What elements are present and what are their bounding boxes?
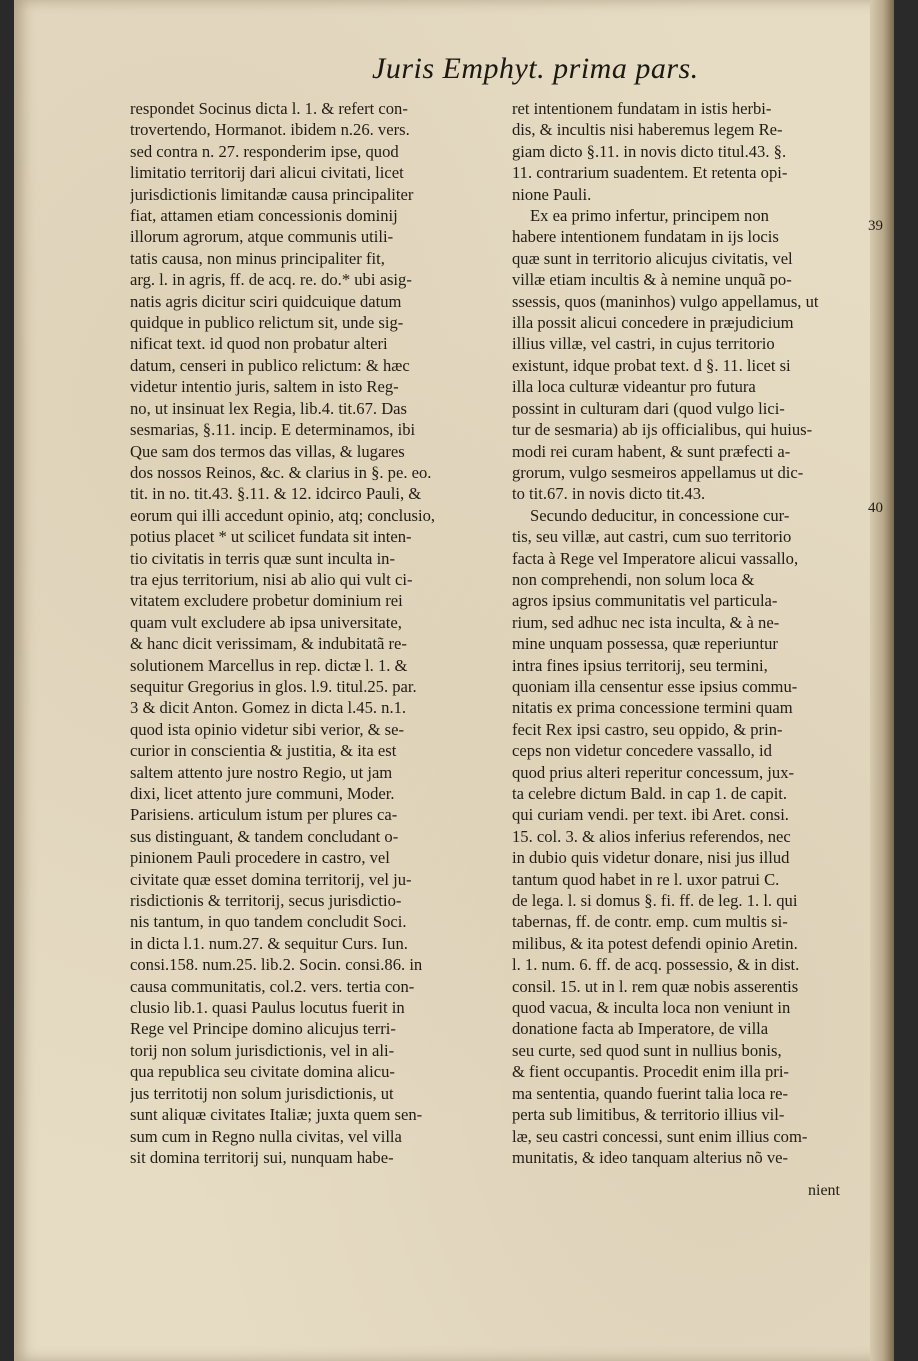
text-line: eorum qui illi accedunt opinio, atq; conclusio,: [130, 505, 436, 525]
text-line: nis tantum, in quo tandem concludit Soci.: [130, 912, 407, 932]
text-line: tit. in no. tit.43. §.11. & 12. idcirco Pauli, &: [130, 484, 422, 504]
right-column: [512, 98, 870, 1208]
text-line: Ex ea primo infertur, principem non: [530, 206, 769, 226]
text-line: intra fines ipsius territorij, seu termini,: [512, 655, 768, 675]
text-line: clusio lib.1. quasi Paulus locutus fuerit in: [130, 998, 405, 1018]
text-line: rium, sed adhuc nec ista inculta, & à ne-: [512, 612, 780, 632]
text-line: sit domina territorij sui, nunquam habe-: [130, 1147, 394, 1167]
text-line: ret intentionem fundatam in istis herbi-: [512, 99, 772, 118]
text-line: dixi, licet attento jure communi, Moder.: [130, 784, 395, 803]
text-line: illius villæ, vel castri, in cujus territorio: [512, 334, 775, 354]
text-line: consi.158. num.25. lib.2. Socin. consi.86. in: [130, 955, 423, 975]
text-line: trovertendo, Hormanot. ibidem n.26. vers.: [130, 120, 410, 140]
text-line: Que sam dos termos das villas, & lugares: [130, 441, 405, 461]
text-line: torij non solum jurisdictionis, vel in ali-: [130, 1040, 395, 1060]
text-line: tatis causa, non minus principaliter fit,: [130, 248, 385, 268]
text-line: datum, censeri in publico relictum: & hæc: [130, 355, 410, 375]
text-line: quod vacua, & inculta loca non veniunt in: [512, 998, 791, 1018]
text-line: nitatis ex prima concessione termini quam: [512, 698, 793, 718]
text-line: consil. 15. ut in l. rem quæ nobis asserentis: [512, 976, 799, 996]
text-line: Parisiens. articulum istum per plures ca-: [130, 805, 398, 825]
text-line: quod prius alteri reperitur concessum, jux-: [512, 762, 795, 782]
text-line: seu curte, sed quod sunt in nullius bonis,: [512, 1040, 782, 1060]
text-line: munitatis, & ideo tanquam alterius nõ ve-: [512, 1147, 789, 1167]
text-line: existunt, idque probat text. d §. 11. licet si: [512, 355, 791, 375]
text-line: tis, seu villæ, aut castri, cum suo territorio: [512, 527, 792, 547]
text-line: illa possit alicui concedere in præjudicium: [512, 313, 794, 333]
text-line: tio civitatis in terris quæ sunt inculta in-: [130, 548, 396, 568]
page-edge: [870, 0, 894, 1361]
text-line: in dicta l.1. num.27. & sequitur Curs. Iun.: [130, 933, 408, 953]
text-line: to tit.67. in novis dicto tit.43.: [512, 484, 706, 504]
text-line: de lega. l. si domus §. fi. ff. de leg. 1. l. qui: [512, 891, 798, 911]
text-line: mine unquam possessa, quæ reperiuntur: [512, 634, 778, 654]
left-column: [130, 98, 500, 1208]
text-line: & hanc dicit verissimam, & indubitatã re-: [130, 634, 407, 654]
text-line: facta à Rege vel Imperatore alicui vassallo,: [512, 548, 799, 568]
text-line: pinionem Pauli procedere in castro, vel: [130, 848, 390, 868]
text-line: possint in culturam dari (quod vulgo lici-: [512, 398, 785, 418]
text-line: 3 & dicit Anton. Gomez in dicta l.45. n.1.: [130, 698, 407, 718]
text-line: saltem attento jure nostro Regio, ut jam: [130, 762, 393, 782]
text-line: curior in conscientia & justitia, & ita est: [130, 741, 397, 761]
text-line: risdictionis & territorij, secus jurisdictio-: [130, 891, 402, 911]
text-line: 15. col. 3. & alios inferius referendos, nec: [512, 826, 791, 846]
text-line: fecit Rex ipsi castro, seu oppido, & prin-: [512, 719, 783, 739]
text-line: jurisdictionis limitandæ causa principaliter: [130, 184, 414, 204]
text-line: grorum, vulgo sesmeiros appellamus ut dic-: [512, 462, 804, 482]
text-line: villæ etiam incultis & à nemine unquã po-: [512, 270, 792, 290]
margin-number: 40: [868, 500, 883, 516]
text-line: sum cum in Regno nulla civitas, vel villa: [130, 1126, 402, 1146]
text-line: Secundo deducitur, in concessione cur-: [530, 505, 790, 525]
catchword: nient: [808, 1182, 840, 1199]
text-line: sed contra n. 27. responderim ipse, quod: [130, 141, 399, 161]
text-line: & fient occupantis. Procedit enim illa pri-: [512, 1062, 789, 1082]
text-line: tantum quod habet in re l. uxor patrui C.: [512, 869, 780, 889]
text-line: tur de sesmaria) ab ijs officialibus, qui huius-: [512, 420, 813, 440]
text-line: limitatio territorij dari alicui civitati, licet: [130, 163, 404, 183]
text-line: giam dicto §.11. in novis dicto titul.43. §.: [512, 141, 787, 161]
text-line: illa loca culturæ videantur pro futura: [512, 377, 756, 397]
text-line: l. 1. num. 6. ff. de acq. possessio, & in dist.: [512, 955, 800, 975]
text-line: solutionem Marcellus in rep. dictæ l. 1. &: [130, 655, 408, 675]
text-line: sesmarias, §.11. incip. E determinamos, ibi: [130, 420, 416, 440]
text-line: modi rei curam habent, & sunt præfecti a-: [512, 441, 791, 461]
text-line: quod ista opinio videtur sibi verior, & se-: [130, 719, 405, 739]
text-line: donatione facta ab Imperatore, de villa: [512, 1019, 769, 1039]
text-line: sunt aliquæ civitates Italiæ; juxta quem sen-: [130, 1105, 423, 1125]
text-line: quæ sunt in territorio alicujus civitatis, vel: [512, 248, 793, 268]
text-line: qui curiam vendi. per text. ibi Aret. consi.: [512, 805, 789, 825]
text-line: quidque in publico relictum sit, unde sig-: [130, 313, 404, 333]
text-line: jus territotij non solum jurisdictionis, ut: [130, 1083, 394, 1103]
text-line: natis agris dicitur sciri quidcuique datum: [130, 291, 402, 311]
text-line: no, ut insinuat lex Regia, lib.4. tit.67. Das: [130, 398, 407, 418]
text-line: fiat, attamen etiam concessionis dominij: [130, 206, 398, 226]
text-line: civitate quæ esset domina territorij, vel ju-: [130, 869, 412, 889]
text-line: tra ejus territorium, nisi ab alio qui vult ci-: [130, 569, 413, 589]
text-line: nione Pauli.: [512, 184, 592, 204]
text-line: quam vult excludere ab ipsa universitate,: [130, 612, 402, 632]
text-line: qua republica seu civitate domina alicu-: [130, 1062, 395, 1082]
text-line: 11. contrarium suadentem. Et retenta opi-: [512, 163, 788, 183]
text-line: ma sententia, quando fuerint talia loca re-: [512, 1083, 788, 1103]
text-line: Rege vel Principe domino alicujus terri-: [130, 1019, 396, 1039]
text-line: milibus, & ita potest defendi opinio Aretin.: [512, 933, 798, 953]
text-line: dos nossos Reinos, &c. & clarius in §. pe. eo.: [130, 462, 432, 482]
text-line: sus distinguant, & tandem concludant o-: [130, 826, 399, 846]
text-line: perta sub limitibus, & territorio illius vil-: [512, 1105, 785, 1125]
text-line: ceps non videtur concedere vassallo, id: [512, 741, 772, 761]
text-line: nificat text. id quod non probatur alteri: [130, 334, 388, 354]
text-line: in dubio quis videtur donare, nisi jus illud: [512, 848, 790, 868]
text-line: videtur intentio juris, saltem in isto Reg-: [130, 377, 399, 397]
text-line: vitatem excludere probetur dominium rei: [130, 591, 403, 611]
text-line: respondet Socinus dicta l. 1. & refert con-: [130, 99, 408, 118]
running-title: Juris Emphyt. prima pars.: [372, 52, 699, 85]
text-line: illorum agrorum, atque communis utili-: [130, 227, 394, 247]
text-line: tabernas, ff. de contr. emp. cum multis si-: [512, 912, 788, 932]
text-line: læ, seu castri concessi, sunt enim illius com-: [512, 1126, 808, 1146]
text-line: sequitur Gregorius in glos. l.9. titul.25. par.: [130, 676, 417, 696]
text-line: arg. l. in agris, ff. de acq. re. do.* ubi asig-: [130, 270, 412, 290]
text-line: ta celebre dictum Bald. in cap 1. de capit.: [512, 784, 788, 803]
text-line: potius placet * ut scilicet fundata sit inten-: [130, 527, 412, 547]
text-line: agros ipsius communitatis vel particula-: [512, 591, 778, 611]
text-line: non comprehendi, non solum loca &: [512, 569, 755, 589]
text-line: dis, & incultis nisi haberemus legem Re-: [512, 120, 783, 140]
text-line: causa communitatis, col.2. vers. tertia con-: [130, 976, 415, 996]
text-line: habere intentionem fundatam in ijs locis: [512, 227, 779, 247]
text-line: quoniam illa censentur esse ipsius commu-: [512, 676, 798, 696]
text-line: ssessis, quos (maninhos) vulgo appellamus, ut: [512, 291, 819, 311]
margin-number: 39: [868, 218, 883, 234]
